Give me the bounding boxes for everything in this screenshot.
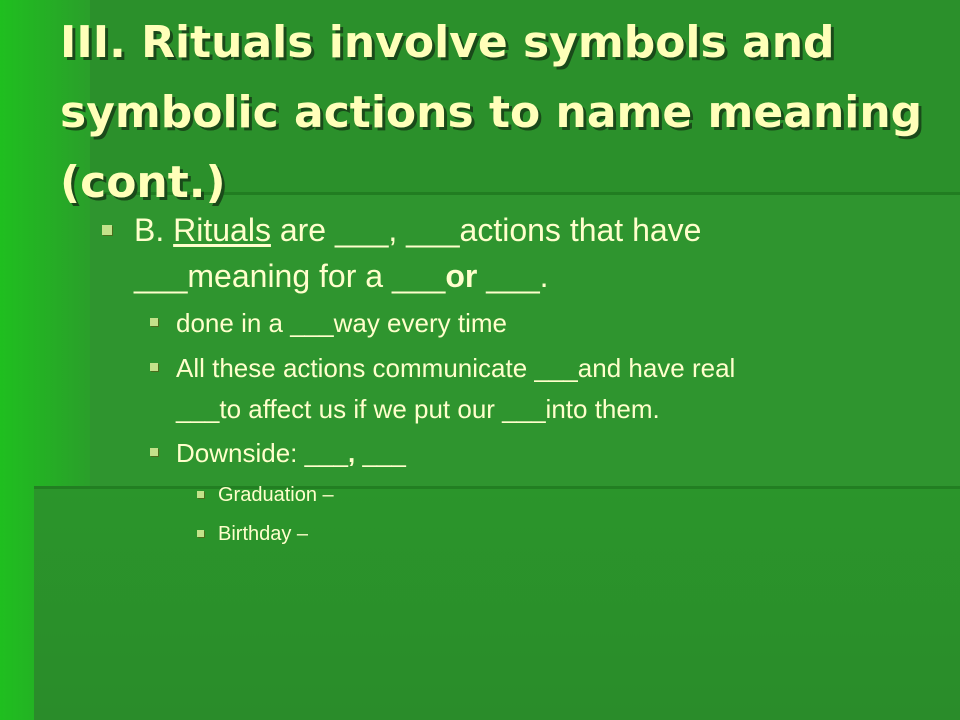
square-bullet-icon bbox=[150, 363, 158, 371]
bullet-item-level1 bbox=[134, 208, 701, 252]
text-segment: ___meaning for a ___ bbox=[134, 258, 446, 294]
bullet-item-level3: Graduation – bbox=[218, 484, 334, 506]
bullet-item-level2: All these actions communicate ___and have real bbox=[176, 353, 736, 383]
underlined-term: Rituals bbox=[173, 212, 271, 248]
square-bullet-icon bbox=[150, 448, 158, 456]
square-bullet-icon bbox=[197, 491, 204, 498]
slide-title: III. Rituals involve symbols and symbolic actions to name meaning (cont.) bbox=[60, 17, 923, 208]
text-segment: Downside: ___ bbox=[176, 438, 348, 468]
text-segment: are ___, ___actions that have bbox=[270, 212, 702, 248]
text-segment: ___ bbox=[355, 438, 406, 468]
bullet-item-level2-continuation: ___to affect us if we put our ___into them. bbox=[176, 394, 660, 424]
square-bullet-icon bbox=[102, 225, 112, 235]
bullet-item-level1-continuation bbox=[134, 254, 549, 298]
bullet-item-level2 bbox=[176, 434, 406, 472]
text-segment: ___. bbox=[477, 258, 549, 294]
bold-word: or bbox=[445, 258, 478, 294]
bold-comma: , bbox=[348, 438, 356, 468]
bullet-item-level2: done in a ___way every time bbox=[176, 308, 507, 338]
square-bullet-icon bbox=[150, 318, 158, 326]
square-bullet-icon bbox=[197, 530, 204, 537]
background-panel-bottom bbox=[34, 486, 960, 720]
bullet-item-level3: Birthday – bbox=[218, 523, 309, 545]
text-segment: B. bbox=[134, 212, 174, 248]
